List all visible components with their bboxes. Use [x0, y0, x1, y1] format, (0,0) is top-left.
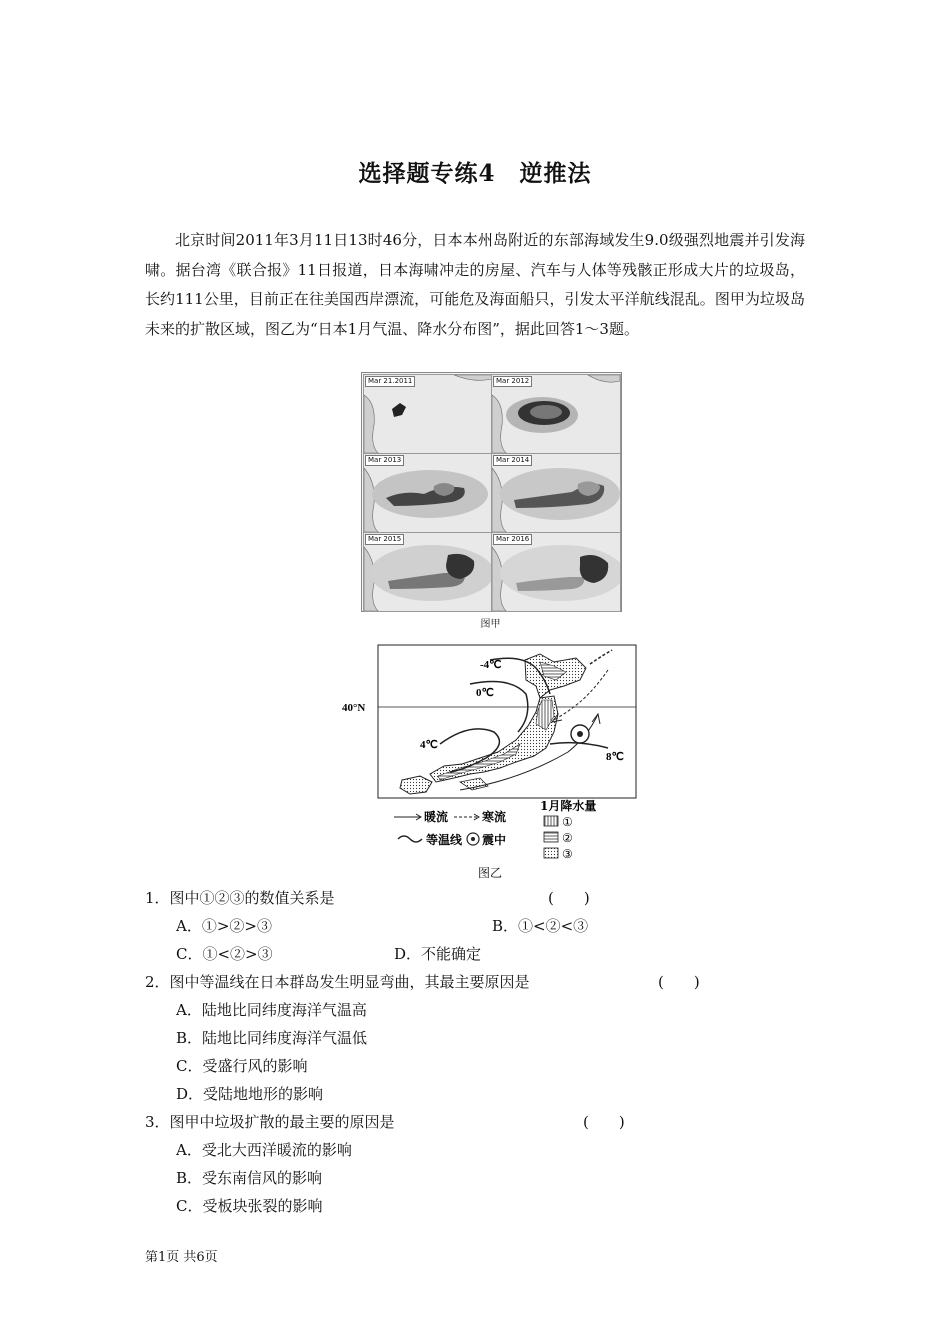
option: A．受北大西洋暖流的影响	[176, 1141, 352, 1159]
option: D．不能确定	[394, 945, 482, 963]
option: C．①<②>③	[176, 945, 273, 963]
legend-precip-item: ③	[562, 847, 573, 861]
figure-b-caption: 图乙	[477, 866, 502, 880]
isotherm-label: -4℃	[480, 659, 502, 671]
map-panel	[363, 374, 493, 454]
legend-cold-current: 寒流	[482, 810, 507, 824]
page-footer: 第1页 共6页	[145, 1250, 218, 1265]
intro-paragraph: 北京时间2011年3月11日13时46分，日本本州岛附近的东部海域发生9.0级强烈地震并引发海啸。据台湾《联合报》11日报道，日本海啸冲走的房屋、汽车与人体等残骸正形成大片的垃圾岛，长约111公里，目前正在往美国西岸漂流，可能危及海面船只，引发太平洋航线混乱。图甲为垃圾岛未来的扩散区域，图乙为“日本1月气温、降水分布图”，据此回答1～3题。	[145, 231, 805, 338]
map-panel	[363, 453, 493, 533]
option: C．受板块张裂的影响	[176, 1197, 323, 1215]
legend-isotherm: 等温线	[426, 833, 463, 847]
option: B．①<②<③	[492, 917, 589, 935]
question-stem: 2．图中等温线在日本群岛发生明显弯曲，其最主要原因是	[145, 973, 530, 991]
panel-label: Mar 21.2011	[365, 376, 415, 387]
legend-precip-item: ②	[562, 831, 573, 845]
question-stem: 1．图中①②③的数值关系是	[145, 889, 335, 907]
panel-label: Mar 2014	[493, 455, 532, 466]
legend-epicenter: 震中	[482, 833, 507, 847]
figure-b-japan-map	[340, 640, 640, 870]
option: B．受东南信风的影响	[176, 1169, 323, 1187]
panel-label: Mar 2012	[493, 376, 532, 387]
isotherm-label: 0℃	[476, 687, 494, 699]
panel-label: Mar 2015	[365, 534, 404, 545]
option: C．受盛行风的影响	[176, 1057, 308, 1075]
option: D．受陆地地形的影响	[176, 1085, 324, 1103]
isotherm-label: 8℃	[606, 751, 624, 763]
legend-precip-title: 1月降水量	[540, 799, 597, 813]
figure-a-caption: 图甲	[480, 619, 501, 630]
map-panel	[491, 532, 621, 612]
isotherm-label: 4℃	[420, 739, 438, 751]
map-panel	[491, 374, 621, 454]
option: A．陆地比同纬度海洋气温高	[176, 1001, 367, 1019]
map-panel	[491, 453, 621, 533]
legend-precip-item: ①	[562, 815, 573, 829]
option: B．陆地比同纬度海洋气温低	[176, 1029, 368, 1047]
answer-bracket: ( )	[583, 1113, 625, 1131]
option: A．①>②>③	[176, 917, 272, 935]
answer-bracket: ( )	[658, 973, 700, 991]
panel-label: Mar 2013	[365, 455, 404, 466]
page-title: 选择题专练4 逆推法	[358, 160, 592, 187]
figure-a-debris-maps	[361, 372, 622, 612]
answer-bracket: ( )	[548, 889, 590, 907]
map-panel	[363, 532, 493, 612]
legend-warm-current: 暖流	[424, 810, 449, 824]
latitude-label: 40°N	[342, 702, 366, 714]
question-stem: 3．图甲中垃圾扩散的最主要的原因是	[145, 1113, 395, 1131]
panel-label: Mar 2016	[493, 534, 532, 545]
